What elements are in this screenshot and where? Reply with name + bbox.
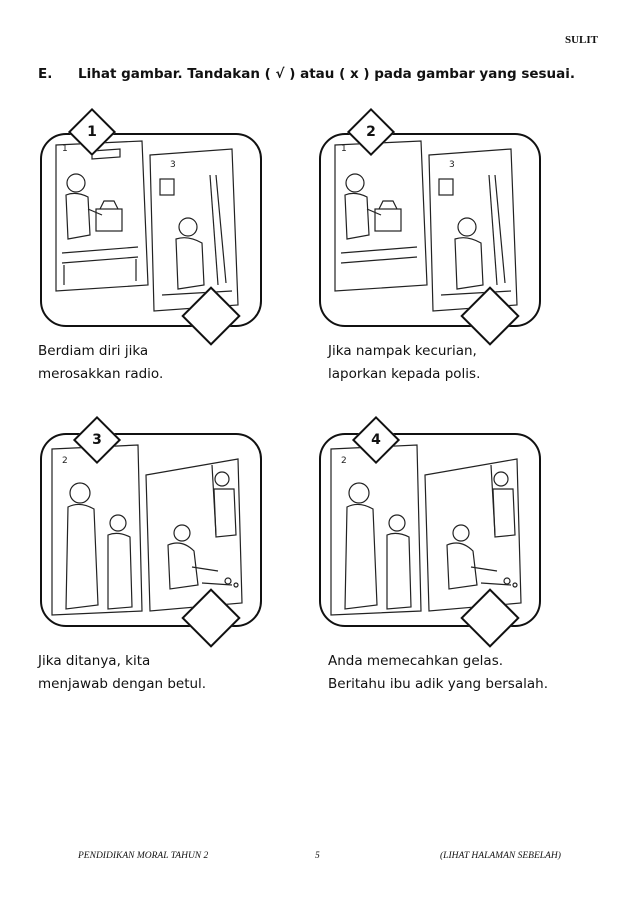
- radio-scene-illustration: [321, 135, 539, 325]
- caption-3: [38, 650, 308, 696]
- panel-label: 1: [62, 144, 68, 154]
- panel-label: 1: [341, 144, 347, 154]
- caption-1: [38, 340, 308, 386]
- caption-4: [328, 650, 598, 696]
- sulit-label: SULIT: [564, 34, 598, 46]
- panel-label: 3: [449, 160, 455, 170]
- footer-subject: PENDIDIKAN MORAL TAHUN 2: [78, 851, 209, 861]
- footer-page-number: 5: [315, 851, 320, 861]
- radio-scene-illustration: [42, 135, 260, 325]
- question-heading: [38, 66, 608, 82]
- footer-next-page: (LIHAT HALAMAN SEBELAH): [440, 851, 561, 861]
- item-number-badge: 2: [347, 108, 395, 156]
- caption-line: merosakkan radio.: [38, 366, 164, 382]
- picture-card-3: [40, 433, 262, 627]
- panel-label: 3: [170, 160, 176, 170]
- caption-line: menjawab dengan betul.: [38, 676, 207, 692]
- picture-card-1: [40, 124, 262, 327]
- caption-2: [328, 340, 598, 386]
- question-number: E.: [38, 66, 53, 82]
- picture-card-4: [319, 433, 541, 627]
- kitchen-scene-illustration: [42, 435, 260, 625]
- kitchen-scene-illustration: [321, 435, 539, 625]
- caption-line: Jika ditanya, kita: [38, 653, 151, 669]
- item-number-badge: 4: [352, 416, 400, 464]
- item-number-badge: 1: [68, 108, 116, 156]
- caption-line: Anda memecahkan gelas.: [328, 653, 504, 669]
- caption-line: Berdiam diri jika: [38, 343, 149, 359]
- caption-line: Jika nampak kecurian,: [328, 343, 477, 359]
- picture-card-2: [319, 124, 541, 327]
- panel-label: 2: [62, 456, 68, 466]
- item-number-badge: 3: [73, 416, 121, 464]
- caption-line: Beritahu ibu adik yang bersalah.: [328, 676, 548, 692]
- panel-label: 2: [341, 456, 347, 466]
- caption-line: laporkan kepada polis.: [328, 366, 481, 382]
- question-instruction: Lihat gambar. Tandakan ( √ ) atau ( x ) pada gambar yang sesuai.: [78, 66, 576, 82]
